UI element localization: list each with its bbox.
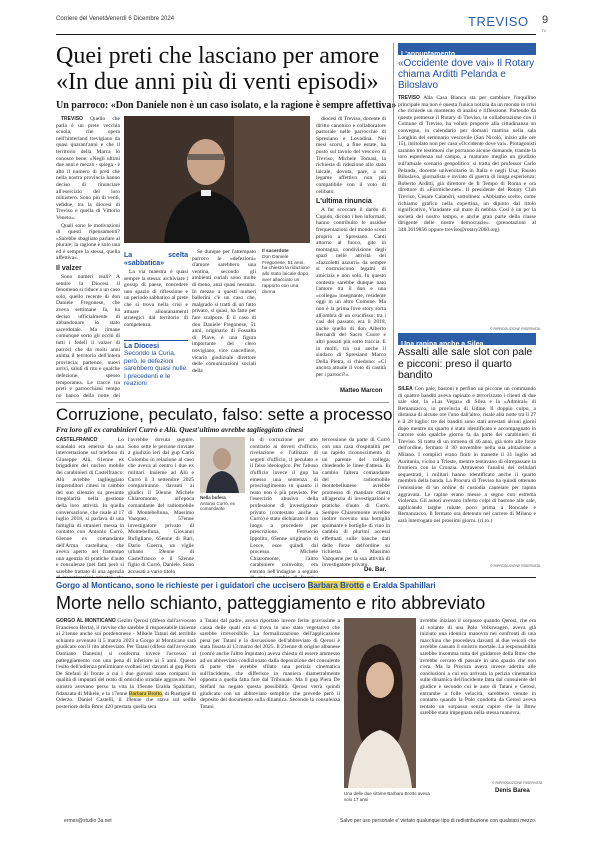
curro-caption-text: Antonio Currò, ex comandante — [200, 500, 236, 511]
gorgo-column-2: a Tatani dal padre, aveva riportato invece ferite gravissime a causa delle quali era si trova in uno stato vegetativo che sarebbe irreversibile. La formalizzazione dell'applicazione pena per Tatani e la discussione dell'abbreviato di Qerosi è stata fissata al 13 marzo del 2025. Il 21enne di origine albanese (com'è anche l'altro imputato) aveva chiesto di essere ammesso ad un abbreviato condizionato dalla deposizione del consulente di parte che avrebbe sfilato una perizia cinematica sull'incidente, che differisce in maniera diametralmente opposta a quella fatta fare dal Tribunale. Ma il gup Piera De Stefani ha negato questa possibilità: Qerosi verrà quindi giudicato con un abbreviato semplice che prevede però il deposito del documento sulla dinamica. Secondo la consulenza Tatani — [200, 618, 340, 710]
victim-photo-caption: Una delle due vittime Barbara Brotto aveva solo 17 anni — [344, 791, 430, 802]
corruzione-column-3: lo di corruzione per atto contrario ai doveri d'ufficio, rivelazione e l'utilizzo di segreti d'ufficio, il peculato e il falso ideologico. Per l'abuso d'ufficio invece il gup ha emesso una sentenza di proscioglimento in quanto il reato non è più previsto. Per l'esercizio abusivo della professione di investigatore privato (contestato anche a Currò) è stato dichiarato il non luogo a procedere per prescrizione. Ferruccio Ippolito, 65enne originario di Lecce, esce quindi dal processo. Michele Chiaromonte, l'altro carabiniere coinvolto, era entrato nell'indagine a seguito — [250, 437, 318, 575]
corruzione-dateline: CASTELFRANCO — [56, 437, 98, 443]
priest-figure-icon — [124, 116, 310, 243]
diocesi-highlight-label: La Diocesi — [124, 343, 160, 350]
corruzione-column-4: tercessione da parte di Currò con una casa d'ospitalità per un rapido riconoscimento di un parente del collega, chiedendo le linee d'attesa. In cambio l'altera comandante del radiomobile montebellunese avrebbe promesso di mandare clienti all'agenzia di investigazioni e pratiche d'auto di Currò. Sempre Chiaromonte avrebbe inoltre ricevuto una bottiglia spumante e bottiglie di vino in cambio di plurimi accessi effettuati sulle banche dati delle forze dell'ordine su richiesta di Massimo Vazquene per la sua attività di investigatore privato. — [322, 437, 390, 567]
rapina-tag: Una rapina anche a Silea — [398, 333, 536, 345]
lead-col2-para1: La via maestra è quasi sempre la stessa: archiviare i gossip di paese, concedere uno spazio di riflessione e un periodo sabbatico al prete che si trova nella crisi e attuare allontanamenti strategici dal territorio di competenza. — [124, 269, 188, 328]
gorgo-top-rule — [56, 577, 536, 578]
gorgo-copyright: © RIPRODUZIONE RISERVATA — [492, 781, 543, 785]
page-subsection: TV — [541, 28, 547, 33]
lead-signature: Matteo Marcon — [340, 388, 383, 394]
lead-column-3 — [192, 249, 256, 399]
victim-portrait-icon — [344, 618, 416, 788]
corruzione-title: Corruzione, peculato, falso: sette a processo — [56, 405, 393, 424]
lead-column-1: TREVISO Quello che parla è un prete vecchia scuola, che opera nell'hinterland trevigiano da quasi quarant'anni e che il territorio della Marca lo conosce bene: «Negli ultimi due anni e mezzo - spiega - è alto il numero di preti che nella nostra provincia hanno deciso di rinunciare all'esercizio del loro ministero. Sono più di venti, vetidue, tra la diocesi di Treviso e quella di Vittorio Veneto». Quali sono le motivazioni di questi ripensamenti? «Sarebbe sbagliato parlare al plurale: la ragione è solo una ed è sempre la stessa, quella affettiva». Il valzer Sono numeri reali? A sentire la Diocesi il fenomeno si riduce a un caso solo, quello recente di don Daniele Fregonese, che aveva settimane fa, ha deciso ufficialmente di abbandonare lo stato sacerdotale. Ma rimane comunque sorto gli occhi di tutti i fedeli il valzer di parroci che da molti anni anima il territorio dell'intera provincia: partenze, nuovi arrivi, saluti di rito e qualche defezione, spesso temporanea. Le tracce tra preti e parrocchiani tempo no banco della notte dei — [56, 116, 120, 398]
gorgo-column-1: GORGO AL MONTICANO Gezim Qerosi (difeso dall'avvocato Francesco Berta), il ravvise che sarebbe il responsabile insieme al 21enne anche sui pordenonese - Mikele Tatani del terribile schianto avvenuto il 5 marzo 2023 a Gorgo al Monticano sarà giudicato con il rito abbreviato. Per Tatani (difeso dall'avvocato Damiano Danesin) si conferma invece l'accesso al patteggiamento con una pena di inferiore ai 5 anni. Questo l'esito dell'udienza preliminare svoltasi ieri davanti al gup Piera De Stefani di fronte a cui i due giovani sono comparsi in qualità di imputati del reato di omicidio stradale aggravato. Nel sinistro avevano perso la vita la 19enne Eralda Spahillari, fidanzata di Mikele, e la 17enne Barbara Brotto, di Rustignè di Oderzo. Daniel Castelli, il 19enne che stava sul sedile posteriore della Bmw 420 prestata quella sera — [56, 618, 196, 710]
lead-col1-para2: Quali sono le motivazioni di questi ripensamenti? «Sarebbe sbagliato parlare al plurale: la ragione è solo una ed è sempre la stessa, quella affettiva». — [56, 222, 120, 262]
lead-headline — [56, 43, 396, 95]
paper-date: Venerdì 6 Dicembre 2024 — [106, 16, 175, 22]
gorgo-signature: Denis Barea — [495, 788, 530, 794]
curro-caption-label: Nella bufera — [200, 495, 226, 500]
footer-left: ermes@studio 3a.net — [64, 818, 112, 824]
lead-headline-line1: Quei preti che lasciano per amore — [56, 43, 380, 69]
rapina-title: Assalti alle sale slot con pale e picconi: preso il quarto bandito — [398, 346, 533, 381]
section-name: TREVISO — [468, 14, 529, 29]
curro-caption — [200, 495, 246, 512]
lead-col4-para1: diocesi di Treviso, docente di diritto canonico e collaboratore pastorale nelle parrocchie di Spresiano e Lovadina. Nei mesi scorsi, a fine estate, ha posto sul tavolo del vescovo di Treviso, Michele Tomasi, la richiesta di riduzione allo stato laicale, dovuta, pare, a un legame affettivo non più compatibile con il voto di celibato. — [316, 116, 386, 195]
victim-photo — [344, 618, 416, 788]
sidebar-body: TREVISO Alla Casa Bianca sta per cambiare l'inquilino principale ma non è questa l'unica notizia da un mondo in crisi che richiede un momento di analisi e riflessione. Partendo da queste premesse il Rotary di Treviso, in collaborazione con il Comune di Treviso, ha voluto proporre alla cittadinanza un convegno, in calendario per domani mattina nella sala Longhin del seminario vescovile (San Nicolò, inizio alle ore 15), intitolato non per caso «Occidente dove vai». Protagonisti saranno tre testimoni che porranno alcune domande, tramite la loro esperienza sul campo, a maturare meglio un giudizio sull'attuale scenario geopolitico: si tratta del professor Carlo Pelanda, docente universitario in Italia e negli Usa; Fausto Biloslavo, giornalista e inviato di guerra di lunga esperienza; Roberto Arditti, già direttore de Il Tempo di Roma e ora direttore di «Formiche.net». Il presidente del Rotary Club Treviso, Cesare Calandri, sottolinea: «Abbiamo scelto, come richiamo grafico nella copertina, un dipinto dal titolo significativo, Viandante sul mare di nebbia. Così è un po' la società del nostro tempo, e anche gran parte della classe dirigente delle nostre democrazie». (prenotazioni al 348.3619856 oppure treviso@rotary2060.org) — [398, 95, 536, 233]
lead-headline-line2: «In due anni più di venti episodi» — [56, 69, 379, 95]
gorgo-kicker-highlight: Barbara Brotto — [307, 581, 365, 590]
priest-caption-text: Don Daniele Fregonese, 51 anni, ha chiesto la riduzione allo stato laicale dopo aver allacciato un rapporto con una donna — [262, 254, 310, 295]
sidebar-copyright: © RIPRODUZIONE RISERVATA — [490, 327, 541, 331]
portrait-icon — [200, 437, 245, 493]
rapina-body: SILEA Con pale, bastoni e perfino un piccone un commando di quattro banditi aveva rapinato e terrorizzato i clienti di due sale slot, la «Las Vegas» di Silea e la «Admiral» di Remanzacco, in provincia di Udine. Il doppio colpo, a distanza di alcune ore l'uno dall'altro, risale alla notte tra il 27 e il 28 luglio: tre dei banditi sono stati arrestati alcuni giorni dopo mentre un quarto è stato identificato e accompagnato in carcere solo qualche giorno fa da parte dei carabinieri di Treviso. Si tratta di un romeno di 46 anni, già noto alle forze dell'ordine, fermato il 30 novembre nella sua abitazione a Milano. I complici erano finiti in manette il 31 luglio ad Auritania, vicino a Trieste, mentre tentavano di oltrepassare la frontiera con la Croazia. Attraverso l'analisi dei cellulari sequestrati, i militari hanno identificato anche il quarto membro della banda. La Procura di Treviso ha quindi ottenuto l'emissione di un ordine di custodia cautelare per rapina aggravata. Le rapine erano messe a segno con estrema violenza. Gli autori avevano inferto colpi di bastone alle sale, applicando targhe rubate poco prima a Roncade e Remanzacco. Il fermato ora detenuto nel carcere di Milano e sarà interrogato nei prossimi giorni. (ri.ro.) — [398, 386, 536, 524]
footer-right: Salvo per uso personale e' vietato qualunque tipo di redistribuzione con qualsiasi mezzo. — [340, 818, 537, 824]
page-number: 9 — [542, 14, 549, 26]
priest-photo — [124, 116, 310, 243]
sidebar-dateline: TREVISO — [398, 95, 420, 101]
lead-dateline: TREVISO — [61, 116, 83, 122]
gorgo-title: Morte nello schianto, patteggiamento e rito abbreviato — [56, 593, 486, 613]
corruzione-column-2: l'avrebbe dovuta seguire. Sono sette le persone rinviate a giudizio ieri dal gup Carlo Colombo in relazione al caso che aveva al centro i due ex militari. Insieme ad Alù e Currò il 3 settembre 2025 compariranno davanti ai giudici il 50enne Michele Chiaromonte, all'epoca comandante del radiomobile di Montebelluna, Massimo Vazquez, 57enne investigatore privato di Montebelluna, Giovanni Rufigliano, 65enne di Bari, Dario Guerra, un vigile urbano 59enne di Castelfranco e il 52enne figlio di Currò, Daniele. Sono accusati a vario titolo — [128, 437, 194, 575]
sidebar-title: «Occidente dove vai» Il Rotary chiama Arditti Pelanda e Biloslavo — [398, 58, 535, 91]
gorgo-column-3: avrebbe iniziato il sorpasso quando Qerosi, che era al volante di una Polo Volkswagen, aveva già iniziato una identica manovra nei confronti di una macchina che procedeva davanti al due veicoli che avrebbe causato il sinistro mortale. La responsabilità sarebbe insomma tutta del guidatore della Bmw che avrebbe cercato di passare in uno spazio che non c'era. Ma la Procura aveva invece aderito alle conclusioni a cui era arrivata la perizia cinematica sulle dinamica dell'incidente fatta dal consulente del giudice e secondo cui le auto di Tatani e Gerosi, entrambe a folle velocità, sarebbero venute in contatto quando la Polo condotta da Gerosi aveva tentato un sorpasso senza capire che la Bmw sarebbe stata impegnata nella stessa manovra. — [420, 618, 536, 717]
sidebar-tag: L'appuntamento — [398, 43, 536, 55]
gorgo-kicker: Gorgo al Monticano, sono le richieste per i guidatori che uccisero Barbara Brotto e Eralda Spahillari — [56, 581, 436, 590]
masthead-rule — [56, 34, 536, 35]
lead-subhead-rinuncia: L'ultima rinuncia — [316, 198, 372, 206]
corruzione-top-rule — [56, 402, 389, 403]
rapina-dateline: SILEA — [398, 386, 413, 392]
rapina-copyright: © RIPRODUZIONE RISERVATA — [490, 564, 541, 568]
corruzione-subtitle: Fra loro gli ex carabinieri Currò e Alù. Quest'ultimo avrebbe taglieggiato cinesi — [56, 425, 304, 434]
gorgo-dateline: GORGO AL MONTICANO — [56, 618, 116, 624]
paper-name: Corriere del Veneto — [56, 16, 108, 22]
priest-photo-caption — [262, 249, 310, 295]
corruzione-signature: De. Bar. — [364, 567, 387, 573]
lead-subhead-sabbatica: La scelta «sabbatica» — [124, 252, 188, 267]
lead-subtitle: Un parroco: «Don Daniele non è un caso isolato, e la ragione è sempre affettiva» — [56, 100, 397, 111]
curro-photo — [200, 437, 245, 493]
gorgo-victim-highlight: Barbara Brotto — [128, 690, 162, 697]
lead-column-4 — [316, 116, 386, 386]
priest-caption-label: Il sacerdote — [262, 249, 289, 254]
diocesi-highlight-box — [124, 340, 188, 399]
lead-col4-para2: A far scoccare il dardo di Cupido, dicono i ben informati, hanno contribuito le assidue frequentazioni del mondo scout proprio a Spresiano. Canti attorno al fuoco, gite in montagna, condivisione degli spazi nelle attività dei «fazzoletti azzurri» da sempre si costruiscono legami di amicizia e non solo. In questo contesto sarebbe dunque nato l'amore tra il don e una «collega» insegnante, residente oggi in un altro Comune. Ma non è la prima love story sorta all'ombra di un crucifisso: tra i casi del passato, era il 2018, anche quello di don Alberto Bernardi del Sacro Cuore e altri passati più sotto traccia. E in molti, tra cui anche il sindaco di Spresiano Marco Della Pietra, si chiedono: «Ci ancora attuale il voto di castità per i parroci?». — [316, 207, 386, 378]
lead-col3-para1: Se dunque per l'attempato parroco le «defezioni» d'amore sarebbero una ventina, secondo gli ambienti curiali sono molte di meno, anzi quasi nessuna. In mezzo a questi numeri ballerini c'è un caso che, malgrado si tratti di un fatto privato, si quasi, ha fatto per fare scalpore. È il caso di don Daniele Fregonese, 51 anni, originario di Fossalta di Piave, è una figura importante del clero trevigiano, vice cancelliere, vicario giudiziale direttore delle comunicazioni sociali della — [192, 249, 256, 374]
corruzione-column-1: CASTELFRANCO Lo scandalo era emerso da una intercettazione sul telefono di Giuseppe Alù, 61enne ex brigadiere del nucleo mobile dei carabinieri di Castelfranco: Alù avrebbe taglieggiato imprenditori cinesi in cambio del suo silenzio su presunte irregolarità nella gestione della loro attività. In quella conversazione, che risale al 17 luglio 2018, si parlava di una famiglia di stranieri messa in contatto con Antonio Currò, 63enne ex comandante dell'Arma castellana, che aveva aperto nel frattempo una agenzia di pratiche d'auto e consulenze (nei fatti però si sarebbe trattato di una agenzia — [56, 437, 124, 575]
sidebar-divider — [393, 43, 394, 443]
lead-subhead-valzer: Il valzer — [56, 265, 82, 273]
diocesi-highlight-text: Secondo la Curia, però, le defezioni sarebbero quasi nulle. I precedenti e le reazioni — [124, 350, 188, 387]
lead-col1-para3: Sono numeri reali? A sentire la Diocesi il fenomeno si riduce a un caso solo, quello recente di don Daniele Fregonese, che aveva settimane fa, ha deciso ufficialmente di abbandonare lo stato sacerdotale. Ma rimane comunque sorto gli occhi di tutti i fedeli il valzer di parroci che da molti anni anima il territorio dell'intera provincia: partenze, nuovi arrivi, saluti di rito e qualche defezione, spesso temporanea. Le tracce tra preti e parrocchiani tempo no banco della notte dei — [56, 274, 120, 398]
